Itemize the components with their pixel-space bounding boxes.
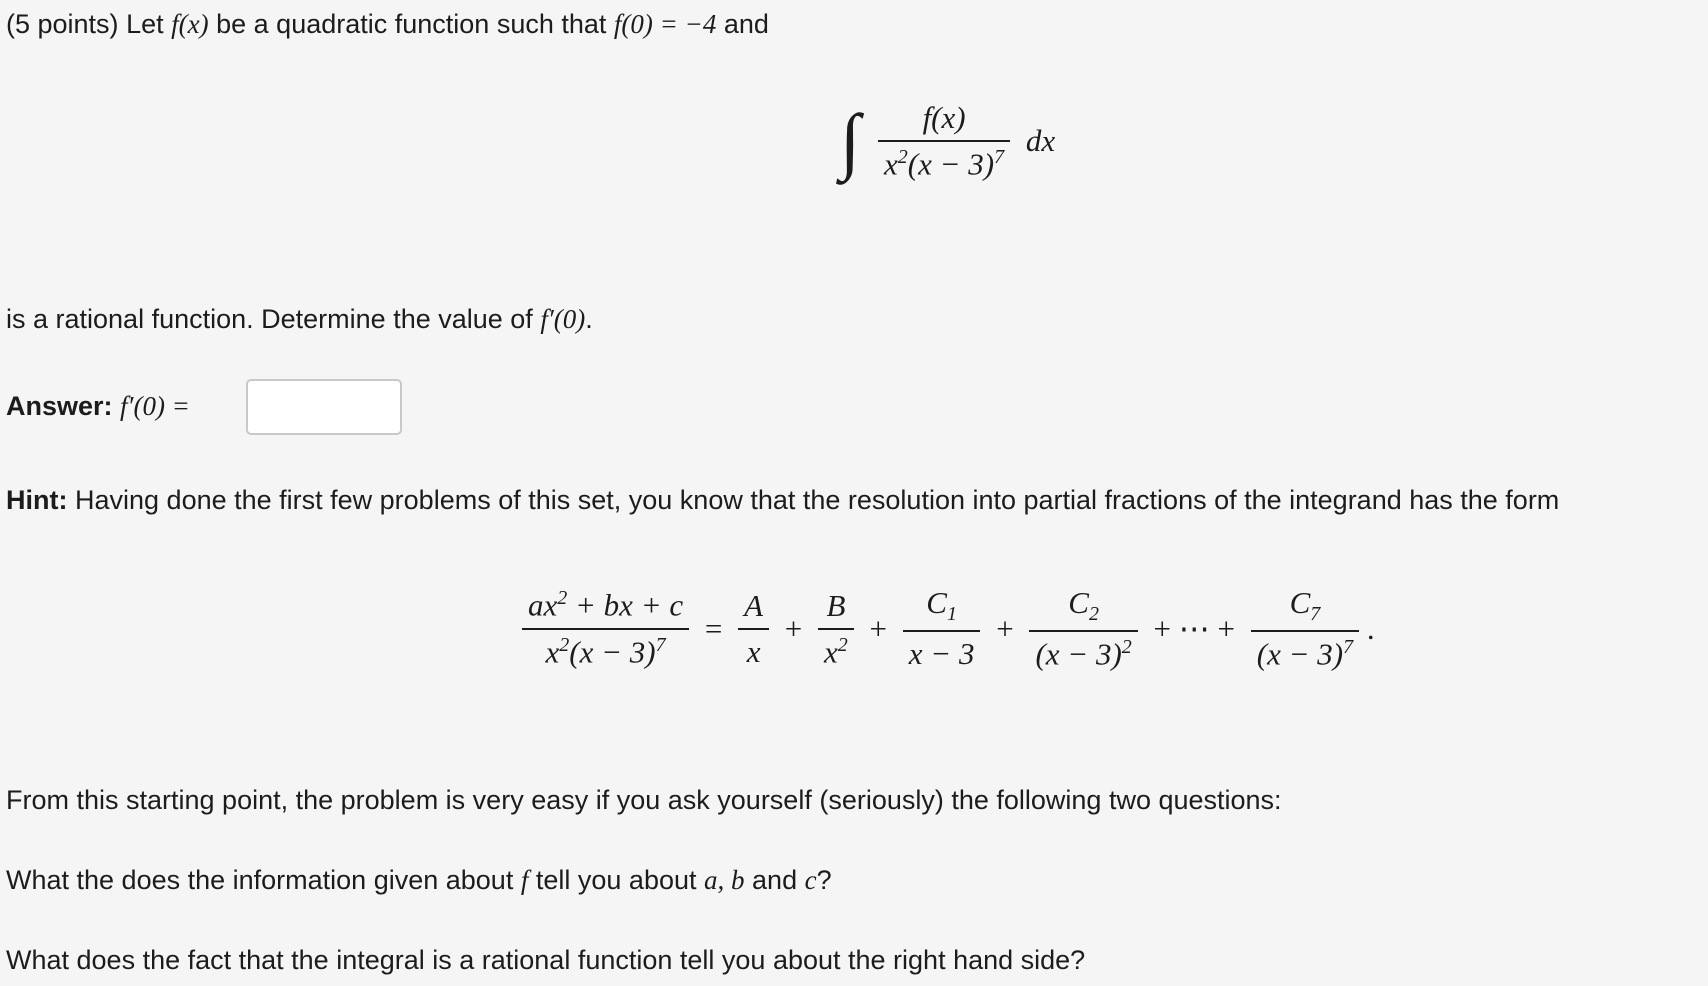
dx: dx	[1025, 123, 1056, 159]
hint-text: Having done the first few problems of this set, you know that the resolution into partial fractions of the integrand has the form	[75, 485, 1560, 515]
integral-expression	[840, 100, 1063, 182]
intro-let: Let	[126, 9, 164, 39]
question-two: What does the fact that the integral is a rational function tell you about the right hand side?	[6, 945, 1086, 975]
term-c7: $\frac{C_7}{(x - 3)^7}$	[1251, 585, 1359, 673]
problem-statement	[6, 303, 593, 335]
equals-sign: =	[704, 610, 723, 646]
hint-label: Hint:	[6, 485, 68, 515]
statement-end: .	[585, 304, 593, 334]
equation-period: .	[1366, 610, 1375, 646]
plus-sign: +	[869, 610, 888, 646]
integrand-numerator: f(x)	[878, 100, 1010, 142]
term-c1: $\frac{C_1}{x - 3}$	[903, 585, 981, 672]
problem-intro	[6, 8, 769, 40]
answer-input[interactable]	[246, 379, 402, 435]
answer-label: Answer:	[6, 391, 113, 421]
integrand-fraction	[878, 100, 1010, 182]
lhs-fraction	[522, 587, 689, 670]
integral-sign: ∫	[840, 100, 861, 183]
intro-and: and	[723, 9, 769, 39]
term-c2: $\frac{C_2}{(x - 3)^2}$	[1029, 585, 1137, 673]
plus-sign: +	[996, 610, 1014, 646]
answer-row	[6, 390, 190, 422]
hint-row	[6, 484, 1559, 516]
ellipsis-plus: + ⋯ +	[1153, 610, 1235, 646]
term-b: $\frac{B}{x^2}$	[818, 588, 854, 670]
integrand-denominator: $x^2(x - 3)^7$	[884, 146, 1005, 182]
question-one: What the does the information given about f tell you about a, b and c?	[6, 865, 832, 895]
lhs-numerator: $ax^2$ + bx + c	[522, 587, 689, 629]
statement-math: f′(0)	[540, 304, 586, 334]
followup-intro: From this starting point, the problem is very easy if you ask yourself (seriously) the following two questions:	[6, 785, 1282, 815]
points-label: (5 points)	[6, 9, 119, 39]
intro-mid: be a quadratic function such that	[216, 9, 607, 39]
partial-fraction-equation	[522, 585, 1375, 673]
statement-text: is a rational function. Determine the value of	[6, 304, 533, 334]
plus-sign: +	[784, 610, 803, 646]
lhs-denominator: $x^2(x - 3)^7$	[545, 633, 666, 670]
term-a: $\frac{A}{x}$	[738, 588, 769, 670]
f-of-x: f(x)	[171, 9, 209, 39]
answer-math: f′(0) =	[120, 391, 190, 421]
condition: f(0) = −4	[613, 9, 717, 39]
